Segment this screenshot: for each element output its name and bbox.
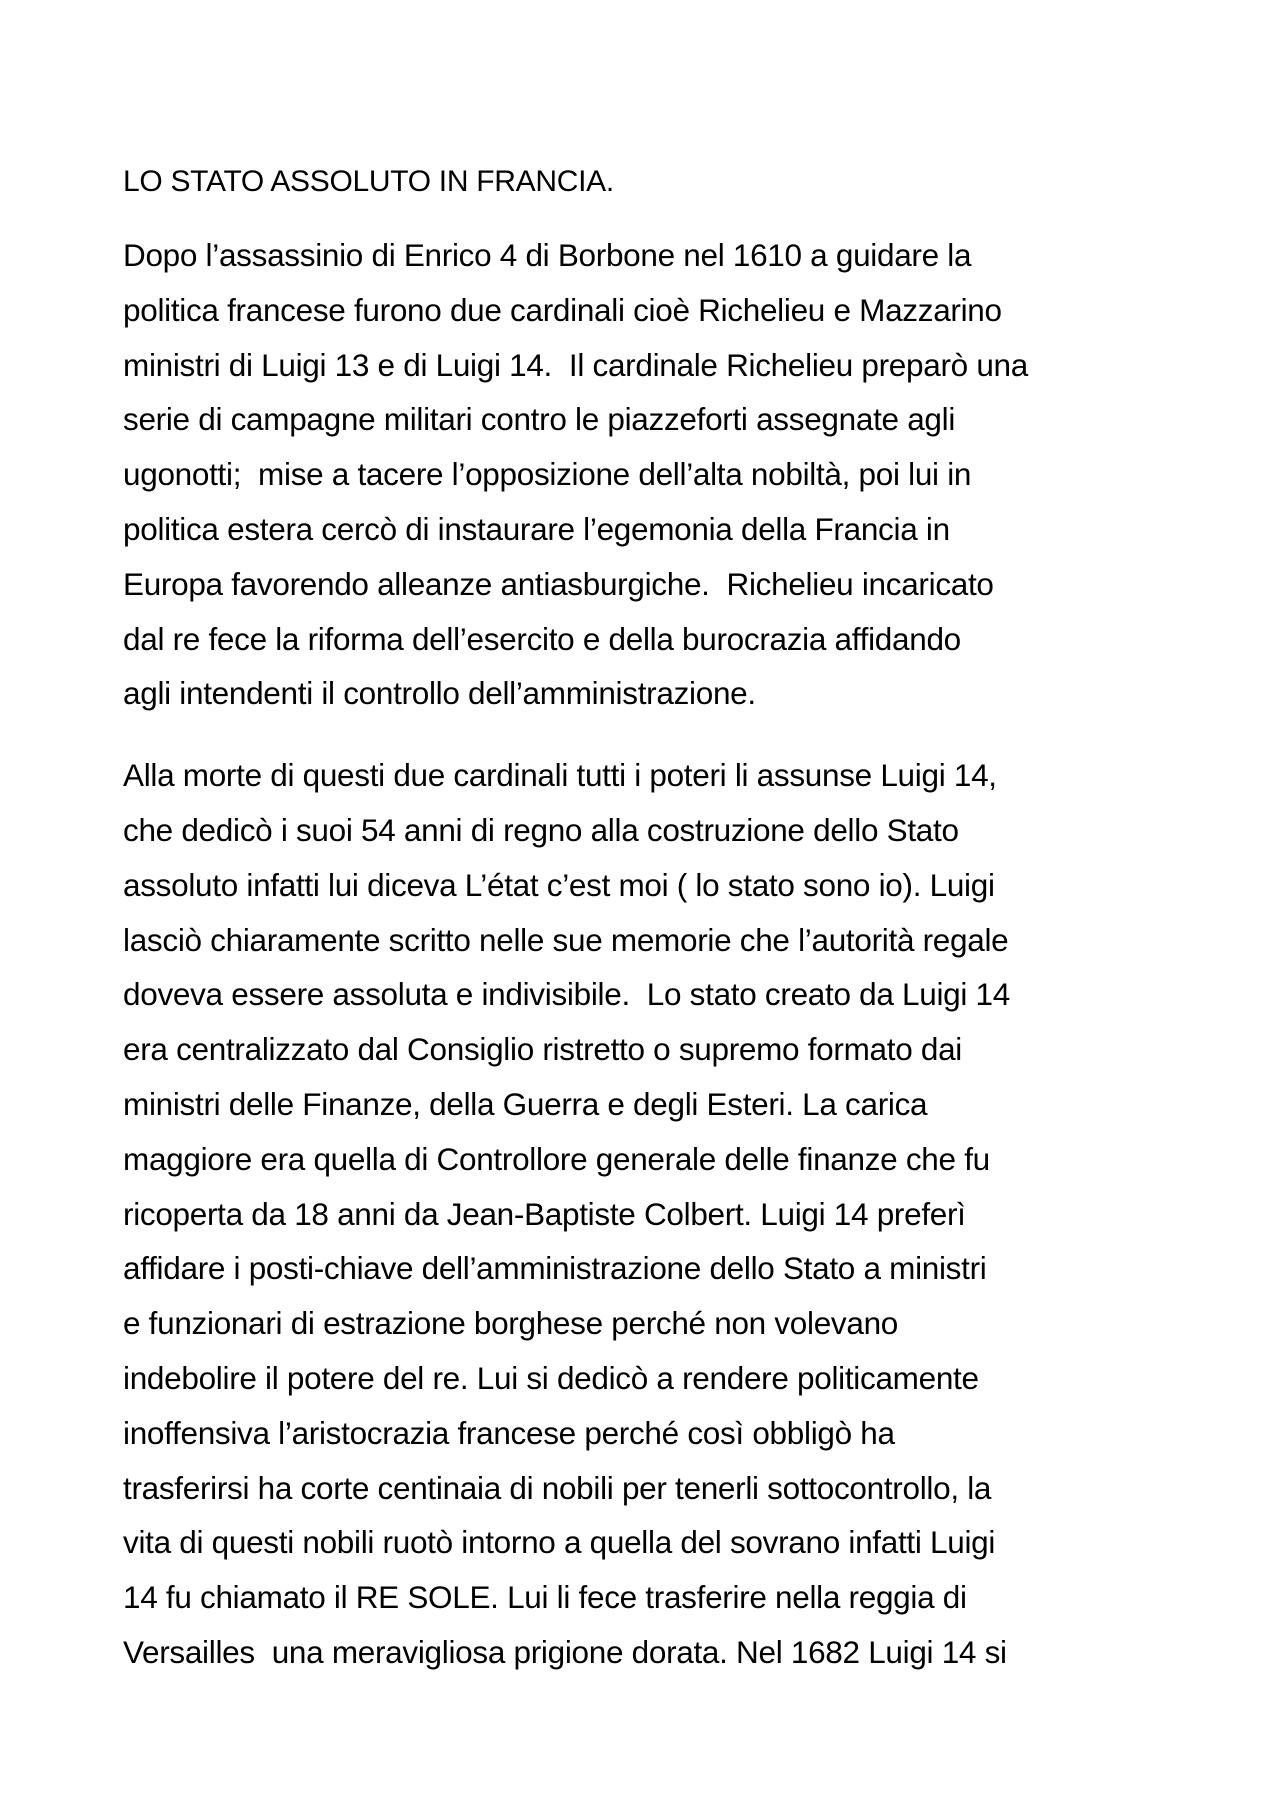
text-line: lasciò chiaramente scritto nelle sue memorie che l’autorità regale bbox=[123, 921, 1009, 958]
text-line: indebolire il potere del re. Lui si dedicò a rendere politicamente bbox=[123, 1359, 979, 1396]
text-line: ministri di Luigi 13 e di Luigi 14. Il cardinale Richelieu preparò una bbox=[123, 346, 1028, 383]
text-line: dal re fece la riforma dell’esercito e della burocrazia affidando bbox=[123, 620, 961, 657]
paragraph-2 bbox=[123, 748, 1183, 1680]
text-line: serie di campagne militari contro le piazzeforti assegnate agli bbox=[123, 401, 956, 438]
text-line: assoluto infatti lui diceva L’état c’est moi ( lo stato sono io). Luigi bbox=[123, 866, 995, 903]
text-line: vita di questi nobili ruotò intorno a quella del sovrano infatti Luigi bbox=[123, 1524, 996, 1561]
text-line: ricoperta da 18 anni da Jean-Baptiste Colbert. Luigi 14 preferì bbox=[123, 1195, 966, 1232]
text-line: Dopo l’assassinio di Enrico 4 di Borbone nel 1610 a guidare la bbox=[123, 237, 972, 273]
text-line: politica estera cercò di instaurare l’egemonia della Francia in bbox=[123, 510, 950, 547]
document-body bbox=[123, 158, 1183, 1707]
text-line: Alla morte di questi due cardinali tutti i poteri li assunse Luigi 14, bbox=[123, 757, 997, 794]
text-line: ministri delle Finanze, della Guerra e degli Esteri. La carica bbox=[123, 1085, 928, 1122]
text-line: agli intendenti il controllo dell’amministrazione. bbox=[123, 675, 756, 712]
text-line: e funzionari di estrazione borghese perché non volevano bbox=[123, 1305, 899, 1342]
text-line: affidare i posti-chiave dell’amministrazione dello Stato a ministri bbox=[123, 1250, 987, 1287]
text-line: inoffensiva l’aristocrazia francese perché così obbligò ha bbox=[123, 1414, 895, 1451]
text-line: maggiore era quella di Controllore generale delle finanze che fu bbox=[123, 1140, 990, 1177]
text-line: che dedicò i suoi 54 anni di regno alla costruzione dello Stato bbox=[123, 811, 959, 848]
text-line: era centralizzato dal Consiglio ristretto o supremo formato dai bbox=[123, 1031, 962, 1068]
text-line: trasferirsi ha corte centinaia di nobili per tenerli sottocontrollo, la bbox=[123, 1469, 992, 1506]
document-title: LO STATO ASSOLUTO IN FRANCIA. bbox=[123, 165, 614, 198]
paragraph-1 bbox=[123, 228, 1183, 721]
text-line: politica francese furono due cardinali cioè Richelieu e Mazzarino bbox=[123, 291, 1002, 328]
text-line: Europa favorendo alleanze antiasburgiche. Richelieu incaricato bbox=[123, 565, 994, 602]
text-line: Versailles una meravigliosa prigione dorata. Nel 1682 Luigi 14 si bbox=[123, 1633, 1007, 1670]
text-line: ugonotti; mise a tacere l’opposizione dell’alta nobiltà, poi lui in bbox=[123, 456, 972, 493]
text-line: 14 fu chiamato il RE SOLE. Lui li fece trasferire nella reggia di bbox=[123, 1579, 967, 1616]
text-line: doveva essere assoluta e indivisibile. Lo stato creato da Luigi 14 bbox=[123, 976, 1010, 1013]
